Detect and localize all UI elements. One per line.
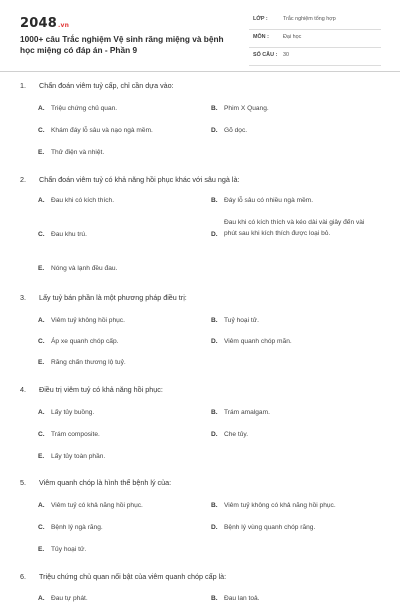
header-divider xyxy=(0,71,400,72)
question-stem: 2. Chẩn đoán viêm tuỷ có khả năng hồi phục khác với sâu ngà là: xyxy=(20,175,240,184)
meta-question-count: SỐ CÂU : 30 xyxy=(249,48,381,66)
question-stem: 6. Triệu chứng chủ quan nổi bật của viêm quanh chóp cấp là: xyxy=(20,572,227,581)
document-title: 1000+ câu Trắc nghiệm Vệ sinh răng miệng và bệnh học miệng có đáp án - Phần 9 xyxy=(20,34,224,55)
option-c[interactable]: C. Trám composite. xyxy=(38,431,100,438)
meta-subject: MÔN : Đại học xyxy=(249,30,381,48)
option-e[interactable]: E. Thử điện và nhiệt. xyxy=(38,149,105,156)
option-d[interactable]: D. Viêm quanh chóp mãn. xyxy=(211,338,292,345)
option-b[interactable]: B. Phim X Quang. xyxy=(211,105,269,112)
option-a[interactable]: A. Lấy tủy buồng. xyxy=(38,409,95,416)
option-a[interactable]: A. Đau tự phát. xyxy=(38,595,88,602)
option-e[interactable]: E. Răng chấn thương lộ tuỷ. xyxy=(38,359,126,366)
option-a[interactable]: A. Đau khi có kích thích. xyxy=(38,197,115,204)
option-d[interactable]: D. Gõ dọc. xyxy=(211,127,248,134)
option-d[interactable]: D.Đau khi có kích thích và kéo dài vài giây đến vài phút sau khi kích thích được loại bỏ. xyxy=(211,219,365,238)
option-c[interactable]: C. Đau khu trú. xyxy=(38,231,87,238)
option-e[interactable]: E. Lấy tủy toàn phần. xyxy=(38,453,106,460)
option-b[interactable]: B. Trám amalgam. xyxy=(211,409,270,416)
option-a[interactable]: A. Viêm tuỷ có khả năng hồi phục. xyxy=(38,502,143,509)
option-b[interactable]: B. Đáy lỗ sâu có nhiều ngà mềm. xyxy=(211,197,314,204)
question-stem: 3. Lấy tuỷ bán phần là một phương pháp điều trị: xyxy=(20,293,187,302)
option-b[interactable]: B. Tuỷ hoại tử. xyxy=(211,317,259,324)
meta-class: LỚP : Trắc nghiệm tổng hợp xyxy=(249,12,381,30)
document-meta xyxy=(249,12,381,66)
option-c[interactable]: C. Khám đáy lỗ sâu và nạo ngà mềm. xyxy=(38,127,153,134)
option-a[interactable]: A. Viêm tuỷ không hồi phục. xyxy=(38,317,125,324)
site-logo[interactable]: 2048.vn xyxy=(20,16,70,31)
option-c[interactable]: C. Áp xe quanh chóp cấp. xyxy=(38,338,119,345)
option-e[interactable]: E. Tủy hoại tử. xyxy=(38,546,87,553)
option-d[interactable]: D. Che tủy. xyxy=(211,431,249,438)
option-c[interactable]: C. Bệnh lý ngà răng. xyxy=(38,524,103,531)
option-a[interactable]: A. Triệu chứng chủ quan. xyxy=(38,105,118,112)
option-b[interactable]: B. Đau lan toả. xyxy=(211,595,260,602)
question-stem: 4. Điều trị viêm tuỷ có khả năng hồi phục: xyxy=(20,385,163,394)
option-e[interactable]: E. Nóng và lạnh đều đau. xyxy=(38,265,118,272)
document-header xyxy=(0,0,400,72)
question-stem: 5. Viêm quanh chóp là hình thể bệnh lý của: xyxy=(20,478,172,487)
option-d[interactable]: D. Bệnh lý vùng quanh chóp răng. xyxy=(211,524,316,531)
option-b[interactable]: B. Viêm tuỷ không có khả năng hồi phục. xyxy=(211,502,336,509)
question-stem: 1. Chẩn đoán viêm tuỷ cấp, chỉ cần dựa vào: xyxy=(20,81,174,90)
